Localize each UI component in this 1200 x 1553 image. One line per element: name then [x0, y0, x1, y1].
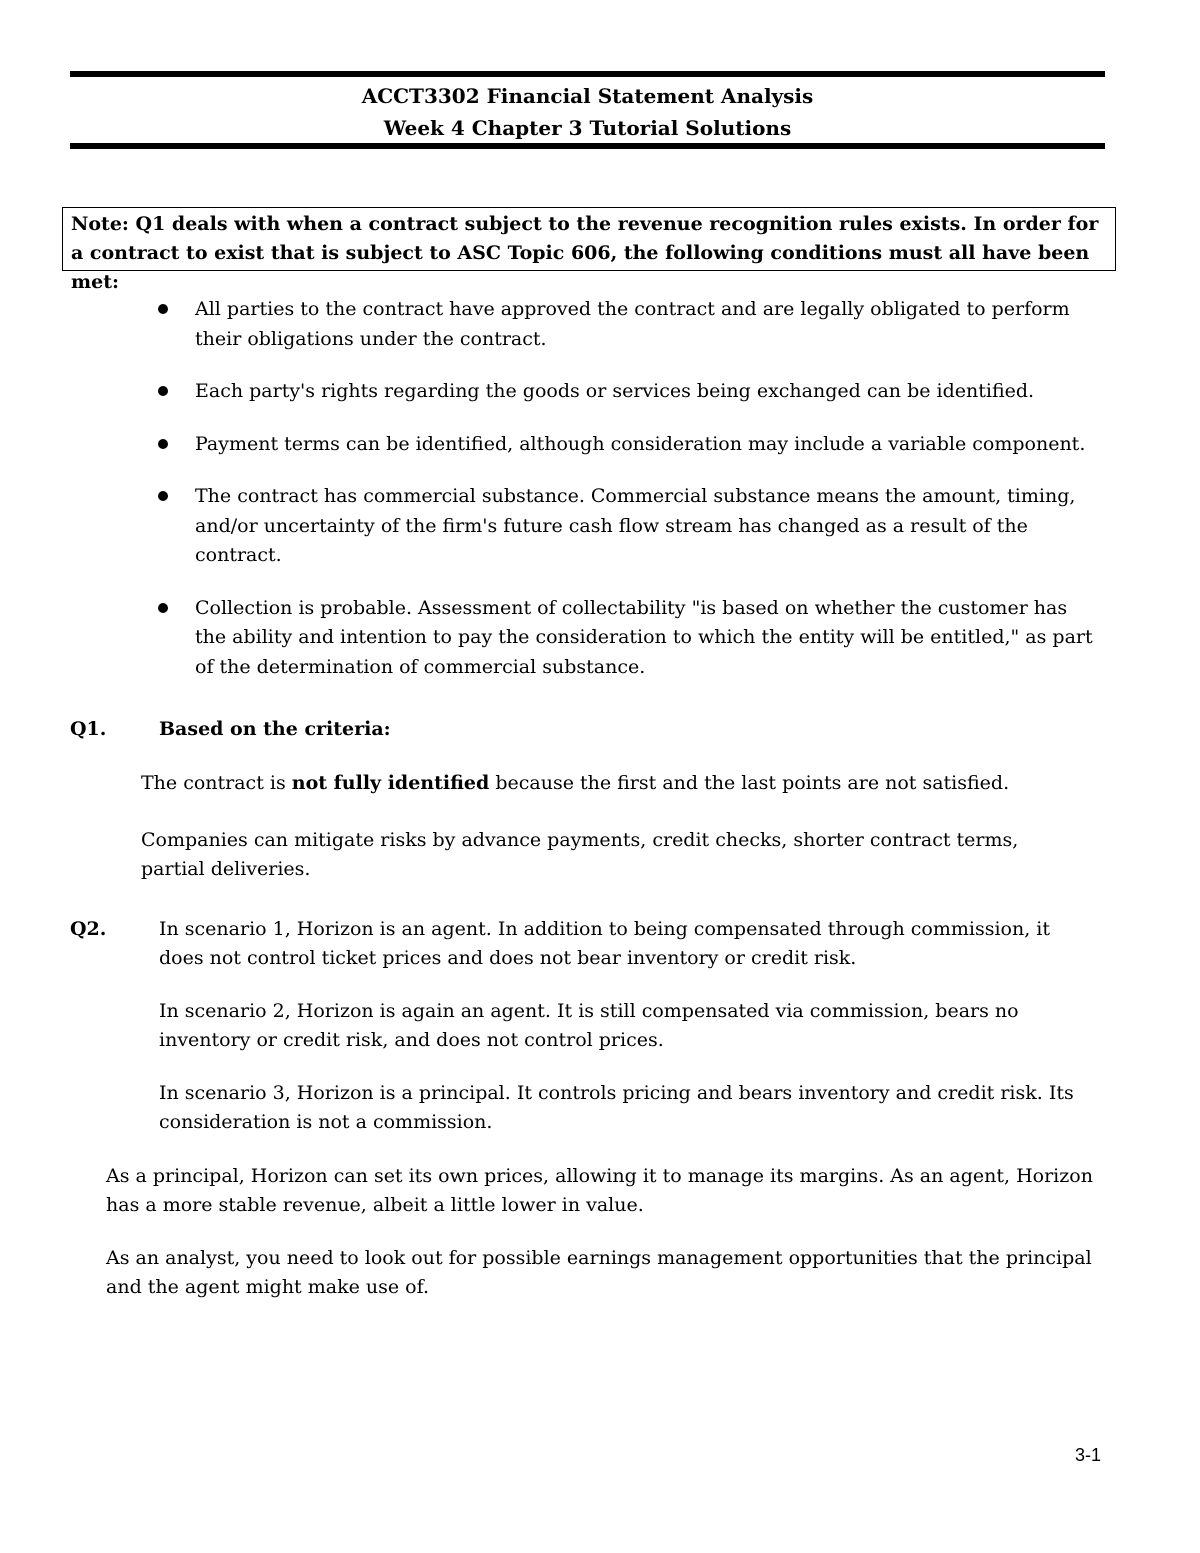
q2-label: Q2. — [70, 918, 107, 940]
q2-scenario3: In scenario 3, Horizon is a principal. It controls pricing and bears inventory and credit risk. Its consideration is not a commission. — [159, 1082, 1074, 1133]
bullet-icon — [158, 491, 168, 501]
q2-scenario1: In scenario 1, Horizon is an agent. In addition to being compensated through commission, it does not control ticket prices and does not bear inventory or credit risk. — [159, 918, 1051, 969]
q1-answer-bold: not fully identified — [291, 772, 490, 794]
condition-text: Payment terms can be identified, although consideration may include a variable component. — [195, 432, 1086, 455]
course-title: ACCT3302 Financial Statement Analysis — [361, 84, 814, 108]
q1-mitigation: Companies can mitigate risks by advance payments, credit checks, shorter contract terms, partial deliveries. — [141, 829, 1019, 880]
q2-scenario2: In scenario 2, Horizon is again an agent. It is still compensated via commission, bears no inventory or credit risk, and does not control prices. — [159, 1000, 1019, 1051]
condition-text: The contract has commercial substance. Commercial substance means the amount, timing, and/or uncertainty of the firm's future cash flow stream has changed as a result of the contract. — [195, 485, 1076, 566]
q1-answer-pre: The contract is — [141, 772, 292, 794]
list-item — [0, 377, 1095, 407]
condition-text: Each party's rights regarding the goods or services being exchanged can be identified. — [195, 380, 1035, 402]
q2-comparison: As a principal, Horizon can set its own prices, allowing it to manage its margins. As an agent, Horizon has a more stable revenue, albeit a little lower in value. — [106, 1165, 1093, 1216]
page-number: 3-1 — [1075, 1445, 1102, 1465]
bullet-icon — [158, 603, 168, 613]
q1-heading: Based on the criteria: — [159, 718, 391, 740]
note-box — [62, 207, 1116, 293]
q1-label: Q1. — [70, 718, 107, 740]
q1-answer — [141, 769, 1101, 798]
condition-text: All parties to the contract have approved the contract and are legally obligated to perform their obligations under the contract. — [195, 298, 1070, 350]
bullet-icon — [158, 304, 168, 314]
condition-text: Collection is probable. Assessment of collectability "is based on whether the customer has the ability and intention to pay the consideration to which the entity will be entitled," as part of the determination of commercial substance. — [195, 596, 1093, 678]
q1-answer-post: because the first and the last points are not satisfied. — [489, 772, 1010, 794]
bullet-icon — [158, 439, 168, 449]
document-subtitle: Week 4 Chapter 3 Tutorial Solutions — [383, 116, 792, 140]
list-item — [0, 430, 1095, 460]
q2-analyst-note: As an analyst, you need to look out for possible earnings management opportunities that the principal and the agent might make use of. — [106, 1247, 1092, 1298]
list-item — [0, 482, 1095, 571]
list-item — [0, 594, 1095, 683]
list-item — [0, 295, 1095, 354]
header-bottom-rule — [70, 143, 1105, 149]
bullet-icon — [158, 386, 168, 396]
note-text: Note: Q1 deals with when a contract subject to the revenue recognition rules exists. In order for a contract to exist that is subject to ASC Topic 606, the following conditions must all have been met: — [71, 213, 1099, 293]
conditions-list — [0, 295, 1200, 705]
header-top-rule — [70, 71, 1105, 77]
